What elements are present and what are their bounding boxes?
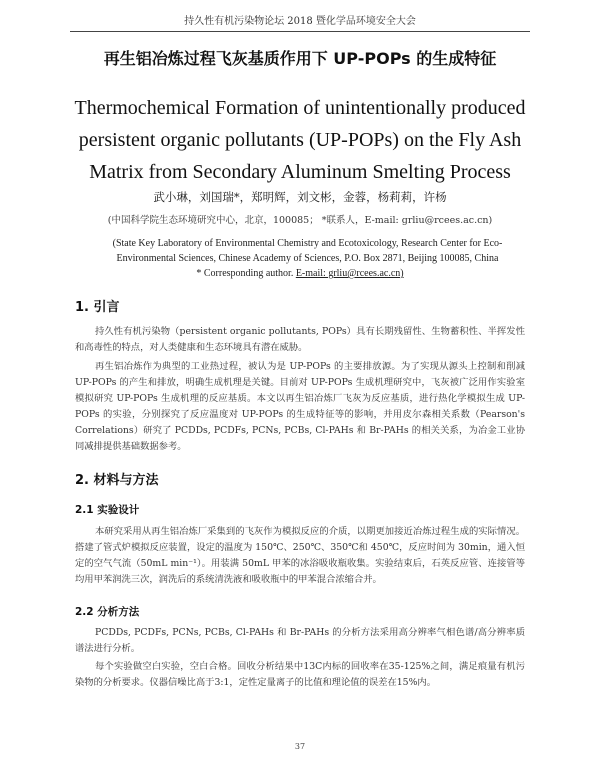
running-header: 持久性有机污染物论坛 2018 暨化学品环境安全大会 <box>70 12 530 32</box>
paper-title-chinese: 再生铝冶炼过程飞灰基质作用下 UP-POPs 的生成特征 <box>103 49 497 68</box>
methods-paragraph: PCDDs, PCDFs, PCNs, PCBs, Cl-PAHs 和 Br-PAHs 的分析方法采用高分辨率气相色谱/高分辨率质谱法进行分析。 <box>75 627 525 654</box>
section-heading-methods: 2. 材料与方法 <box>75 473 159 488</box>
intro-paragraph: 持久性有机污染物（persistent organic pollutants, POPs）具有长期残留性、生物蓄积性、半挥发性和高毒性的特点，对人类健康和生态环境具有潜在威胁。 <box>75 326 525 353</box>
author-list: 武小琳，刘国瑞*，郑明辉，刘文彬，金蓉，杨莉莉，许杨 <box>153 190 447 204</box>
section-heading-intro: 1. 引言 <box>75 300 120 315</box>
methods-paragraph: 本研究采用从再生铝冶炼厂采集到的飞灰作为模拟反应的介质，以期更加接近冶炼过程生成的实际情况。搭建了管式炉模拟反应装置，设定的温度为 150℃、250℃、350℃和 450℃，反应时间为 30min，通入恒定的空气气流（50mL min⁻¹）。用装满 50mL 甲苯的冰浴吸收瓶收集。实验结束后，石英反应管、连接管等均用甲苯润洗三次，润洗后的系统清洗液和吸收瓶中的甲苯混合浓缩合并。 <box>75 526 525 585</box>
paper-title-english <box>40 92 560 188</box>
affiliation-chinese: (中国科学院生态环境研究中心，北京，100085； *联系人，E-mail: grliu@rcees.ac.cn) <box>107 215 493 226</box>
title-en-line: Matrix from Secondary Aluminum Smelting Process <box>89 161 511 183</box>
corresponding-email-link[interactable]: E-mail: grliu@rcees.ac.cn) <box>295 268 404 279</box>
corresponding-author <box>0 268 600 279</box>
corresponding-prefix: * Corresponding author. <box>196 268 296 279</box>
methods-paragraph: 每个实验做空白实验，空白合格。回收分析结果中13C内标的回收率在35-125%之间，满足痕量有机污染物的分析要求。仪器信噪比高于3:1，定性定量离子的比值和理论值的误差在15%内。 <box>75 661 525 688</box>
subsection-heading-experiment: 2.1 实验设计 <box>75 504 140 516</box>
affiliation-line: Environmental Sciences, Chinese Academy of Sciences, P.O. Box 2871, Beijing 100085, China <box>116 253 499 264</box>
intro-paragraph: 再生铝冶炼作为典型的工业热过程，被认为是 UP-POPs 的主要排放源。为了实现从源头上控制和削减 UP-POPs 的产生和排放，明确生成机理是关键。目前对 UP-POPs 生成机理研究中，飞灰被广泛用作实验室模拟研究 UP-POPs 生成机理的反应基质。本文以再生铝冶炼厂飞灰为反应基质，进行热化学模拟生成 UP-POPs 的实验，分别探究了反应温度对 UP-POPs 的生成特征等的影响，并用皮尔森相关系数（Pearson's Correlations）研究了 PCDDs, PCDFs, PCNs, PCBs, Cl-PAHs 和 Br-PAHs 的相关关系，为冶金工业协同减排提供基础数据参考。 <box>75 361 525 452</box>
title-en-line: Thermochemical Formation of unintentionally produced <box>74 97 526 119</box>
page-number: 37 <box>294 742 306 751</box>
affiliation-english <box>60 236 555 266</box>
affiliation-line: (State Key Laboratory of Environmental Chemistry and Ecotoxicology, Research Center for Eco- <box>112 238 503 249</box>
subsection-heading-analysis: 2.2 分析方法 <box>75 606 140 618</box>
title-en-line: persistent organic pollutants (UP-POPs) on the Fly Ash <box>78 129 522 151</box>
